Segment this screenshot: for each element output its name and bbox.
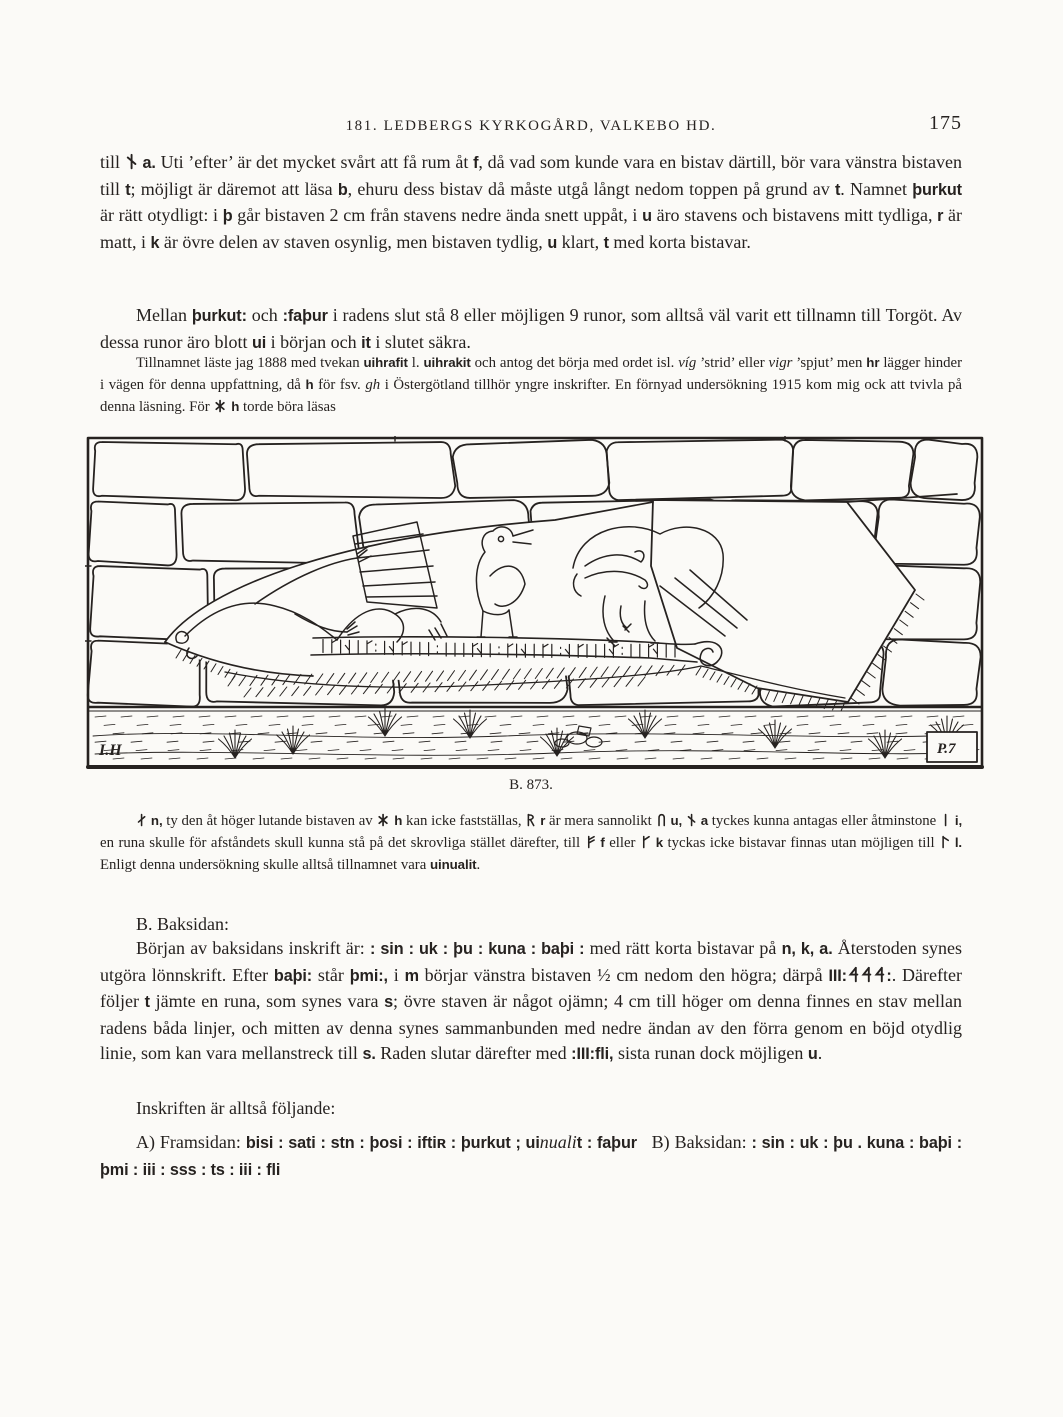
rune-h-glyph [377,813,389,827]
para-3: Tillnamnet läste jag 1888 med tvekan uihrafit l. uihrakit och antog det börja med ordet isl. víg ’strid’ eller vigr ’spjut’ men hr lägger hinder i vägen för denna uppfattning, då h för fsv. gh i Östergötland tillhör yngre inskrifter. En förnyad undersökning 1915 kom mig ock att tvivla på denna läsning. För h torde böra läsas [100,355,962,416]
artist-monogram: I.H [99,742,122,759]
para-7: Inskriften är alltså följande: [136,1098,336,1118]
rune-i-glyph [941,813,950,827]
rune-r-glyph [526,813,535,827]
ground [89,707,981,755]
running-header: 181. LEDBERGS KYRKOGÅRD, VALKEBO HD. [345,118,717,134]
rune-h-glyph [214,399,226,413]
rune-u-glyph [657,813,666,827]
rune-a-glyph [126,153,137,170]
para-1: till a. Uti ’efter’ är det mycket svårt att få rum åt f, då vad som kunde vara en bistav därtill, bör vara vänstra bistaven till t; möjligt är däremot att läsa b, ehuru dess bistav då måste utgå långt nedom toppen på grund av t. Namnet þurkut är rätt otydligt: i þ går bistaven 2 cm från stavens nedre ända snett uppåt, i u äro stavens och bistavens mitt tydliga, r är matt, i k är övre delen av staven osynlig, men bistaven tydlig, u klart, t med korta bistavar. [100,152,962,252]
figure-caption: B. 873. [509,777,553,793]
para-8: A) Framsidan: bisi : sati : stn : þosi : iftiʀ : þurkut ; uinualit : faþur B) Baksidan: : sin : uk : þu . kuna : baþi : þmi : iii : sss : ts : iii : fli [100,1132,963,1179]
para-4: n, ty den åt höger lutande bistaven av h kan icke fastställas, r är mera sannolikt u, a tyckes kunna antagas eller åtminstone i, en runa skulle för afståndets skull kunna stå på det skrovliga stället därefter, till f eller k tyckas icke bistavar finnas utan möjligen till l. Enligt denna undersökning skulle alltså tillnamnet vara uinualit. [100,813,963,874]
engraver-mark [927,732,977,762]
rune-n-glyph [137,813,146,827]
runestone-illustration [85,436,985,769]
rune-f-glyph [586,835,595,849]
page-number: 175 [929,112,962,134]
grass-tufts [95,708,979,759]
rune-s4-glyph [848,966,859,983]
para-6: Början av baksidans inskrift är: : sin : uk : þu : kuna : baþi : med rätt korta bistavar på n, k, a. Återstoden synes utgöra lönnskrift. Efter baþi: står þmi:, i m börjar vänstra bistaven ½ cm nedom den högra; därpå III: :. Därefter följer t jämte en runa, som synes vara s; övre staven är något ojämn; 4 cm till höger om denna finnes en stav mellan radens båda linjer, och mitten av denna synes sammanbunden med nedre ändan av den förra genom en böjd otydlig linie, som kan vara mellanstreck till s. Raden slutar därefter med :III:fli, sista runan dock möjligen u. [100,938,962,1063]
para-2: Mellan þurkut: och :faþur i radens slut stå 8 eller möjligen 9 runor, som alltså väl varit ett tillnamn till Torgöt. Av dessa runor äro blott ui i början och it i slutet säkra. [100,305,962,352]
rune-s4-glyph [874,966,885,983]
svg-text:P.7: P.7 [937,741,956,757]
para-5: B. Baksidan: [136,914,229,934]
rune-a-glyph [687,813,696,827]
rune-s4-glyph [861,966,872,983]
rune-k-glyph [641,835,650,849]
rune-l-glyph [940,835,949,849]
